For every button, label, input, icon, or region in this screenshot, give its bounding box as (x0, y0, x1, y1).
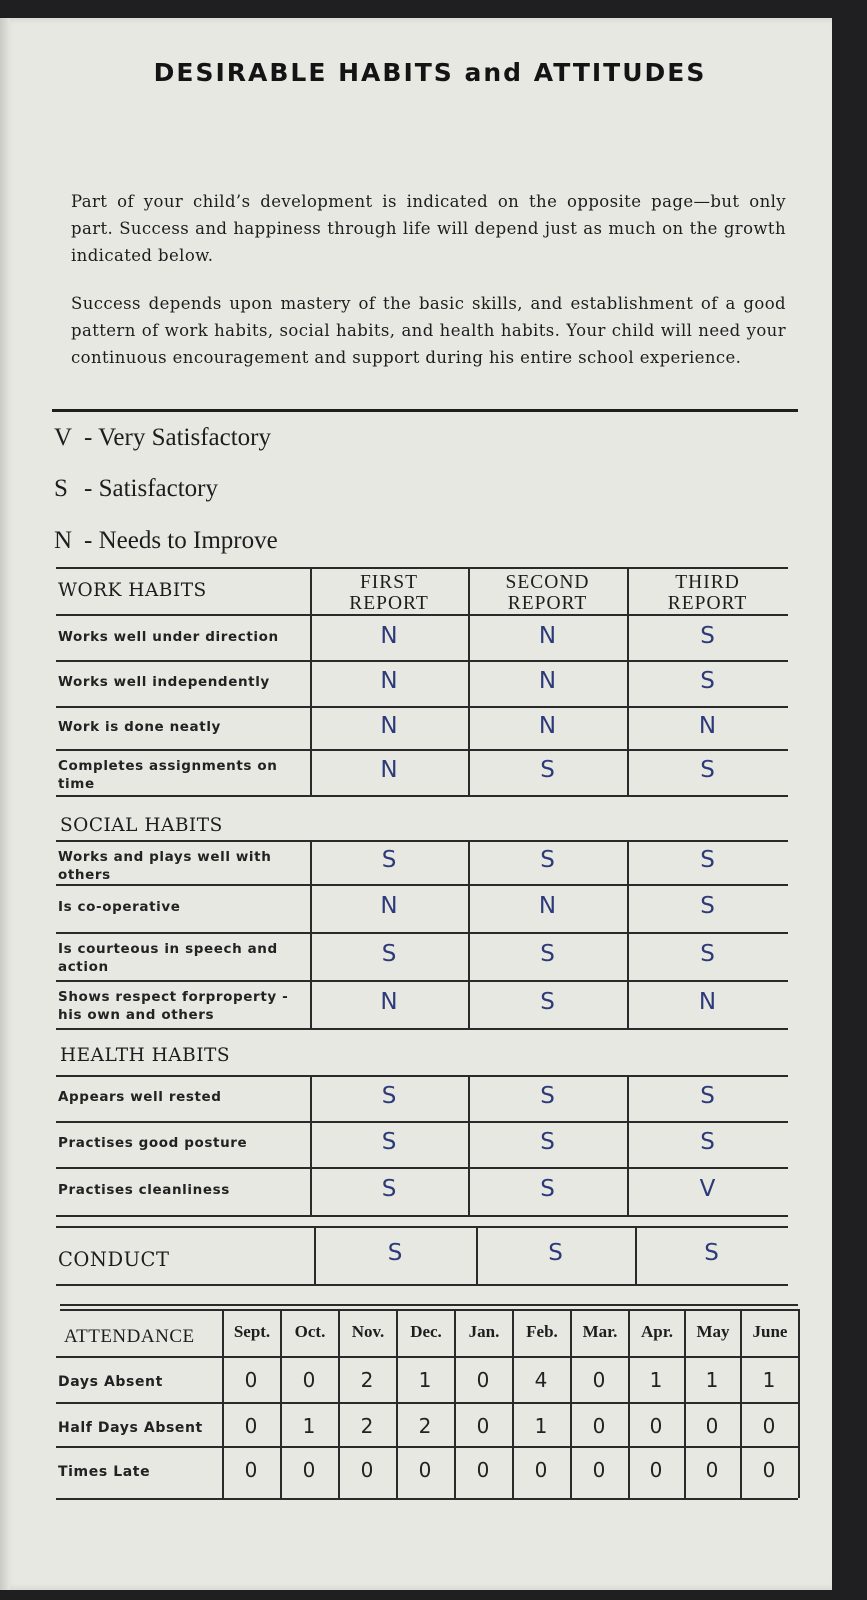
month-header: June (752, 1322, 788, 1341)
section-heading: WORK HABITS (58, 580, 207, 601)
month-header: Oct. (294, 1322, 326, 1341)
column-divider (468, 840, 470, 1028)
grade-mark: S (704, 1240, 719, 1266)
grade-mark: S (540, 847, 555, 873)
row-border (56, 749, 788, 751)
habit-row-label: Works well independently (58, 674, 270, 690)
attendance-row-label: Days Absent (58, 1374, 163, 1390)
attendance-value: 4 (534, 1368, 548, 1392)
attendance-value: 0 (705, 1458, 719, 1482)
conduct-top-border (56, 1226, 788, 1228)
grade-mark: S (540, 1176, 555, 1202)
grade-mark: N (538, 623, 557, 649)
legend-code: N (54, 527, 73, 554)
habit-row-label: Works and plays well with others (58, 849, 272, 883)
attendance-value: 0 (762, 1458, 776, 1482)
attendance-value: 1 (762, 1368, 776, 1392)
legend-label: - Needs to Improve (84, 527, 278, 554)
attendance-value: 0 (476, 1368, 490, 1392)
attendance-value: 2 (360, 1414, 374, 1438)
section-top-border (56, 1075, 788, 1077)
attendance-row-border (56, 1446, 798, 1448)
attendance-value: 0 (592, 1414, 606, 1438)
attendance-value: 0 (705, 1414, 719, 1438)
report-column-header (468, 572, 627, 614)
grade-mark: S (381, 1176, 397, 1202)
report-column-header-word: THIRD (675, 572, 740, 593)
divider-rule (52, 409, 798, 412)
attendance-value: 0 (302, 1458, 316, 1482)
report-column-header-word: REPORT (507, 593, 588, 614)
grade-mark: S (540, 989, 555, 1015)
legend-very-satisfactory (54, 424, 271, 452)
grade-mark: N (538, 668, 557, 694)
attendance-value: 0 (244, 1368, 258, 1392)
grade-mark: S (700, 668, 715, 694)
grade-mark: S (700, 1083, 715, 1109)
attendance-value: 1 (534, 1414, 548, 1438)
month-header: May (696, 1322, 730, 1341)
attendance-row-label: Times Late (58, 1464, 151, 1480)
attendance-value: 0 (592, 1368, 606, 1392)
section-top-border (56, 840, 788, 842)
report-column-header-word: SECOND (505, 572, 590, 593)
attendance-value: 0 (244, 1458, 258, 1482)
grade-mark: S (700, 847, 715, 873)
legend-label: - Satisfactory (84, 475, 218, 502)
attendance-row-border (56, 1498, 798, 1500)
legend-needs-improve (54, 527, 278, 555)
grade-mark: S (381, 1083, 397, 1109)
report-column-header (310, 572, 468, 614)
row-border (56, 1215, 788, 1217)
grade-mark: N (538, 713, 557, 739)
row-border (56, 706, 788, 708)
grade-mark: N (380, 623, 398, 649)
grade-mark: S (540, 1083, 555, 1109)
grade-mark: N (698, 713, 717, 739)
column-divider (627, 1075, 629, 1215)
column-divider (627, 840, 629, 1028)
attendance-value: 1 (418, 1368, 432, 1392)
attendance-heading: ATTENDANCE (64, 1326, 195, 1347)
attendance-top-border-inner (60, 1309, 798, 1311)
row-border (56, 884, 788, 886)
header-bottom-border (56, 614, 788, 616)
grade-mark: S (381, 941, 397, 967)
grade-mark: S (700, 623, 715, 649)
habit-row-label: Practises good posture (58, 1135, 248, 1151)
habit-row-label: Appears well rested (58, 1089, 222, 1105)
legend-code: V (54, 424, 73, 451)
page-title: DESIRABLE HABITS and ATTITUDES (153, 58, 707, 87)
success-paragraph: Success depends upon mastery of the basic skills, and establishment of a good pattern of work habits, social habits, and health habits. Your child will need your continuous encouragement and support during his entire school experience. (71, 294, 786, 367)
attendance-value: 0 (762, 1414, 776, 1438)
habit-row-label: Is co-operative (58, 899, 181, 915)
conduct-bottom-border (56, 1284, 788, 1286)
grade-mark: V (699, 1176, 716, 1202)
row-border (56, 932, 788, 934)
attendance-value: 0 (244, 1414, 258, 1438)
grade-mark: S (381, 847, 397, 873)
grade-mark: N (538, 893, 557, 919)
legend-label: - Very Satisfactory (84, 424, 271, 451)
table-top-border (56, 567, 788, 569)
grade-mark: S (700, 941, 715, 967)
attendance-value: 0 (592, 1458, 606, 1482)
grade-mark: S (540, 941, 555, 967)
habit-row-label: Is courteous in speech and action (58, 941, 278, 975)
month-header: Nov. (351, 1322, 385, 1341)
report-column-header-word: REPORT (667, 593, 748, 614)
attendance-header-border (56, 1356, 798, 1358)
row-border (56, 1028, 788, 1030)
grade-mark: N (380, 989, 398, 1015)
row-border (56, 660, 788, 662)
column-divider (635, 1226, 637, 1284)
month-header: Jan. (468, 1322, 500, 1341)
attendance-top-border (60, 1304, 798, 1306)
attendance-value: 2 (360, 1368, 374, 1392)
attendance-value: 0 (649, 1414, 663, 1438)
attendance-value: 0 (476, 1458, 490, 1482)
grade-mark: N (380, 668, 398, 694)
grade-mark: N (698, 989, 717, 1015)
month-header: Feb. (526, 1322, 558, 1341)
grade-mark: S (381, 1129, 397, 1155)
habit-row-label: Works well under direction (58, 629, 279, 645)
grade-mark: N (380, 757, 398, 783)
section-heading: SOCIAL HABITS (60, 815, 223, 836)
column-divider (468, 567, 470, 795)
column-divider (627, 567, 629, 795)
grade-mark: S (540, 757, 555, 783)
legend-satisfactory (54, 475, 218, 503)
grade-mark: S (700, 893, 715, 919)
month-header: Sept. (233, 1322, 271, 1341)
attendance-value: 1 (649, 1368, 663, 1392)
row-border (56, 1167, 788, 1169)
page-spine (0, 18, 10, 1590)
attendance-value: 2 (418, 1414, 432, 1438)
month-header: Mar. (582, 1322, 618, 1341)
month-divider (798, 1309, 800, 1498)
attendance-value: 0 (649, 1458, 663, 1482)
legend-code: S (54, 475, 68, 502)
habit-row-label: Work is done neatly (58, 719, 221, 735)
grade-mark: N (380, 713, 398, 739)
attendance-value: 0 (534, 1458, 548, 1482)
column-divider (476, 1226, 478, 1284)
column-divider (310, 1075, 312, 1215)
habit-row-label: Practises cleanliness (58, 1182, 230, 1198)
row-border (56, 1121, 788, 1123)
attendance-value: 1 (705, 1368, 719, 1392)
attendance-value: 0 (418, 1458, 432, 1482)
grade-mark: S (540, 1129, 555, 1155)
grade-mark: N (380, 893, 398, 919)
grade-mark: S (700, 757, 715, 783)
grade-mark: S (387, 1240, 403, 1266)
column-divider (468, 1075, 470, 1215)
month-header: Dec. (410, 1322, 442, 1341)
row-border (56, 795, 788, 797)
attendance-row-border (56, 1402, 798, 1404)
report-column-header (627, 572, 788, 614)
attendance-value: 1 (302, 1414, 316, 1438)
attendance-value: 0 (360, 1458, 374, 1482)
grade-mark: S (548, 1240, 563, 1266)
attendance-row-label: Half Days Absent (58, 1420, 203, 1436)
conduct-label: CONDUCT (58, 1248, 170, 1271)
row-border (56, 980, 788, 982)
attendance-value: 0 (302, 1368, 316, 1392)
report-column-header-word: FIRST (359, 572, 419, 593)
grade-mark: S (700, 1129, 715, 1155)
month-header: Apr. (641, 1322, 673, 1341)
intro-paragraph: Part of your child’s development is indicated on the opposite page—but only part. Success and happiness through life will depend just as much on the growth indicated below. (71, 192, 786, 265)
attendance-value: 0 (476, 1414, 490, 1438)
column-divider (314, 1226, 316, 1284)
section-heading: HEALTH HABITS (60, 1045, 231, 1066)
column-divider (310, 567, 312, 795)
column-divider (310, 840, 312, 1028)
report-column-header-word: REPORT (349, 593, 429, 614)
habit-row-label: Shows respect forproperty -his own and others (58, 989, 289, 1023)
habit-row-label: Completes assignments on time (58, 758, 278, 792)
